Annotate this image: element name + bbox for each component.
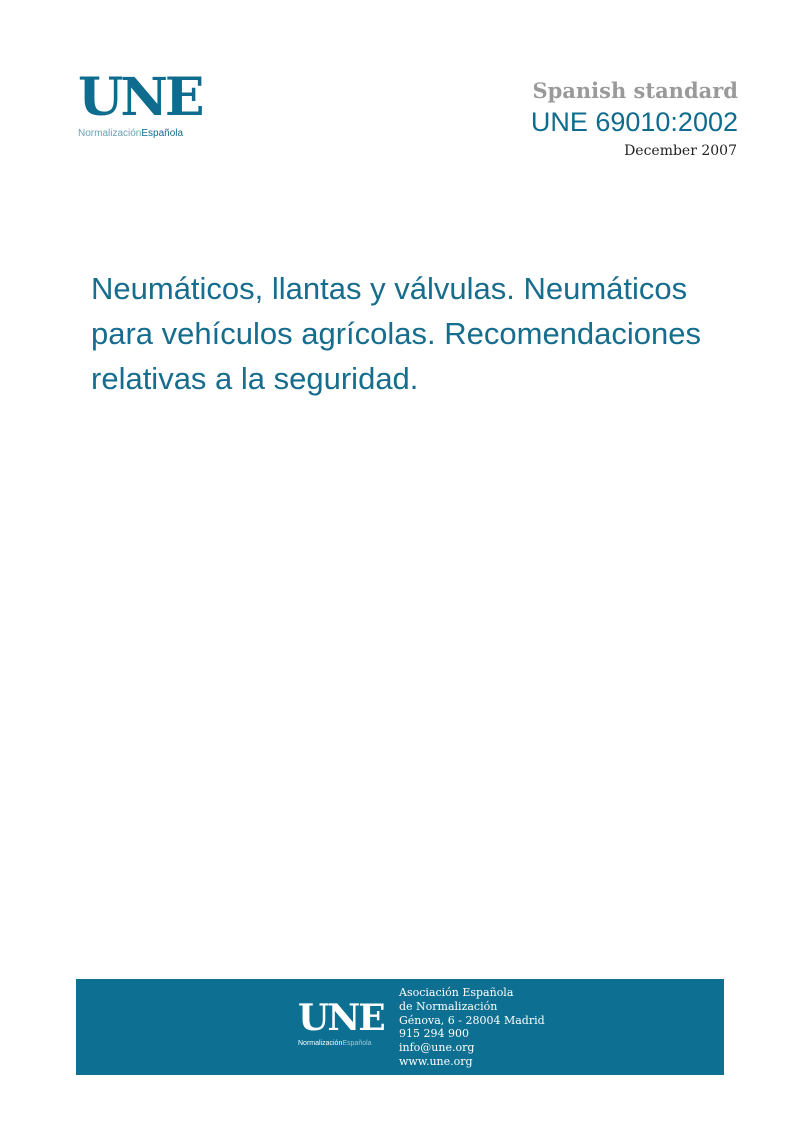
footer-org-name-cont: de Normalización [399, 999, 498, 1013]
une-logo [78, 67, 238, 144]
footer-org-name: Asociación Española [399, 986, 514, 999]
standard-code: UNE 69010:2002 [530, 107, 738, 137]
footer-logo-tagline-part2: Española [342, 1040, 372, 1047]
une-logo-tagline [78, 128, 238, 140]
standard-date: December 2007 [624, 143, 737, 159]
standard-kind: Spanish standard [532, 78, 738, 103]
footer-une-logo-tagline [298, 1039, 388, 1048]
footer-email-link[interactable]: info@une.org [399, 1041, 475, 1055]
footer-une-logo-mark: UNE [298, 997, 384, 1039]
une-logo-tagline-part2: Española [141, 128, 184, 139]
footer-address [399, 986, 545, 1069]
footer-website-link[interactable]: www.une.org [399, 1054, 473, 1068]
footer-logo-tagline-part1: Normalización [298, 1040, 343, 1047]
footer-une-logo [298, 997, 388, 1051]
standard-info [531, 78, 738, 160]
une-logo-mark: UNE [78, 67, 202, 128]
footer-band [76, 979, 724, 1075]
une-logo-tagline-part1: Normalización [78, 128, 142, 139]
footer-street-address: Génova, 6 - 28004 Madrid [399, 1013, 545, 1027]
document-title: Neumáticos, llantas y válvulas. Neumáticos para vehículos agrícolas. Recomendaciones relativas a la seguridad. [91, 271, 702, 396]
footer-phone: 915 294 900 [399, 1027, 469, 1041]
